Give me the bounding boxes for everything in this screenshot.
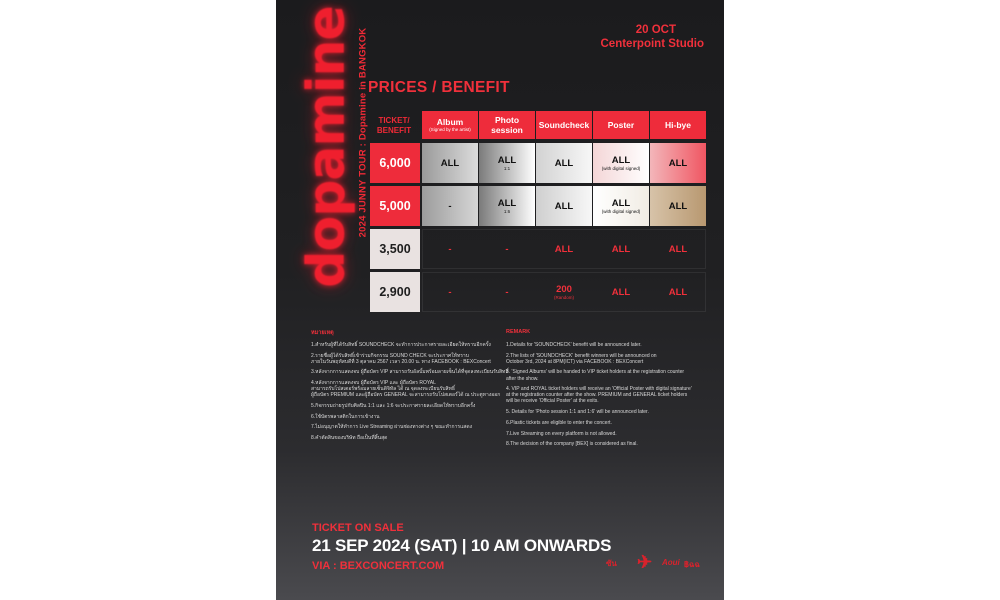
remark-heading: REMARK: [506, 329, 531, 335]
event-date: 20 OCT: [635, 24, 676, 36]
cell-value: ALL: [497, 197, 517, 209]
dopamine-logo: [296, 6, 358, 288]
cell-value: 200: [556, 283, 572, 295]
header-album: [422, 111, 478, 139]
price-tier-6000: 6,000: [370, 143, 420, 183]
table-cell: [536, 186, 592, 226]
note-item: 3.หลังจากการแสดงจบ ผู้ถือบัตร VIP สามารถรับอัลบั้มพร้อมลายเซ็นได้ที่จุดลงทะเบียนรับสิทธิ์: [311, 369, 509, 376]
cell-value: ALL: [668, 157, 688, 169]
note-item: 4. VIP and ROYAL ticket holders will receive an 'Official Poster with digital signature' at the registration counter after the show. PREMIUM and GENERAL ticket holders will be receive 'Official Poster' at the exits.: [506, 386, 692, 405]
table-cell: [422, 272, 478, 312]
header-label: Photo session: [491, 115, 523, 135]
note-item: 2.The lists of 'SOUNDCHECK' benefit winners will be announced on October 3rd, 2024 at 8PM(ICT) via FACEBOOK : BEXConcert: [506, 352, 657, 365]
cell-value: -: [505, 286, 509, 298]
cell-value: ALL: [554, 157, 574, 169]
prices-benefit-title: PRICES / BENEFIT: [368, 79, 510, 96]
table-cell: [422, 186, 478, 226]
table-cell: [479, 186, 535, 226]
note-item: 3. 'Signed Albums' will be handed to VIP ticket holders at the registration counter after the show.: [506, 369, 685, 382]
cell-note: 1:6: [503, 208, 511, 214]
note-item: 1.สำหรับผู้ที่ได้รับสิทธิ์ SOUNDCHECK จะทำการประกาศรายละเอียดให้ทราบอีกครั้ง: [311, 342, 491, 348]
sponsor-logo-4: ฿ฉฉ: [684, 560, 700, 569]
note-item: 5. Details for 'Photo session 1:1 and 1:6' will be announced later.: [506, 409, 649, 416]
note-item: 6.Plastic tickets are eligible to enter the concert.: [506, 419, 612, 426]
sponsor-logo-1: ซัน: [606, 559, 617, 568]
table-cell: [650, 272, 706, 312]
ticket-benefit-corner-label: TICKET/ BENEFIT: [376, 116, 412, 135]
cell-value: ALL: [668, 243, 688, 255]
price-tier-5000: 5,000: [370, 186, 420, 226]
header-sublabel: (Signed by the artist): [429, 127, 471, 132]
cell-value: ALL: [440, 157, 460, 169]
cell-value: ALL: [611, 286, 631, 298]
header-label: Soundcheck: [538, 120, 590, 130]
note-item: 7.Live Streaming on every platform is not allowed.: [506, 430, 617, 437]
note-item: 4.หลังจากการแสดงจบ ผู้ถือบัตร VIP และ ผู้ถือบัตร ROYAL สามารถรับโปสเตอร์พร้อมลายเซ็นดิจิทัล ได้ ณ จุดลงทะเบียนรับสิทธิ์ ผู้ถือบัตร PREMIUM และผู้ถือบัตร GENERAL จะสามารถรับโปสเตอร์ได้ ณ ประตูทางออก: [311, 380, 501, 399]
sale-via-link[interactable]: VIA : BEXCONCERT.COM: [312, 560, 445, 572]
header-photo-session: [479, 111, 535, 139]
cell-note: (with digital signed): [601, 208, 641, 214]
table-cell: [650, 186, 706, 226]
table-cell: [479, 229, 535, 269]
table-cell: [479, 143, 535, 183]
logo-wordmark: dopamine: [297, 6, 357, 288]
event-poster: [276, 0, 724, 600]
table-cell: [593, 186, 649, 226]
price-tier-2900: 2,900: [370, 272, 420, 312]
header-hi-bye: [650, 111, 706, 139]
table-cell: [650, 143, 706, 183]
cell-value: -: [448, 286, 452, 298]
header-poster: [593, 111, 649, 139]
bird-logo-icon: ✈: [637, 552, 653, 572]
cell-value: ALL: [668, 286, 688, 298]
header-label: Poster: [607, 120, 635, 130]
event-venue: Centerpoint Studio: [600, 38, 704, 50]
notes-thai-heading: หมายเหตุ: [311, 330, 334, 336]
header-label: Hi-bye: [665, 120, 691, 130]
cell-value: -: [448, 243, 452, 255]
table-cell: [422, 229, 478, 269]
note-item: 8.คำตัดสินของบริษัท ถือเป็นที่สิ้นสุด: [311, 435, 388, 442]
sponsor-logos: [606, 552, 706, 576]
note-item: 8.The decision of the company [BEX] is considered as final.: [506, 441, 638, 448]
table-cell: [593, 229, 649, 269]
note-item: 1.Details for 'SOUNDCHECK' benefit will be announced later.: [506, 342, 642, 348]
header-soundcheck: [536, 111, 592, 139]
note-item: 7.ไม่อนุญาตให้ทำการ Live Streaming ผ่านช่องทางต่าง ๆ ขณะทำการแสดง: [311, 424, 473, 431]
note-item: 6.ใช้บัตรพลาสติกในการเข้างาน: [311, 413, 380, 420]
cell-value: -: [448, 200, 452, 212]
table-cell: [422, 143, 478, 183]
cell-value: ALL: [554, 243, 574, 255]
header-label: Album: [436, 117, 464, 127]
cell-value: ALL: [668, 200, 688, 212]
tour-title-text: 2024 JUNNY TOUR : Dopamine in BANGKOK: [357, 27, 369, 237]
cell-note: 1:1: [503, 165, 511, 171]
price-tier-3500: 3,500: [370, 229, 420, 269]
remark-list: [506, 342, 706, 452]
table-cell: [593, 272, 649, 312]
table-cell: [536, 272, 592, 312]
sale-date: 21 SEP 2024 (SAT) | 10 AM ONWARDS: [312, 536, 612, 555]
cell-value: ALL: [497, 154, 517, 166]
cell-note: (Random): [553, 294, 574, 300]
table-cell: [479, 272, 535, 312]
cell-value: ALL: [611, 243, 631, 255]
cell-value: ALL: [554, 200, 574, 212]
notes-thai-list: [311, 342, 511, 446]
table-cell: [650, 229, 706, 269]
cell-value: ALL: [611, 197, 631, 209]
cell-note: (with digital signed): [601, 165, 641, 171]
table-cell: [593, 143, 649, 183]
table-cell: [536, 143, 592, 183]
note-item: 5.กิจกรรมถ่ายรูปกับศิลปิน 1:1 และ 1:6 จะประกาศรายละเอียดให้ทราบอีกครั้ง: [311, 403, 476, 410]
table-cell: [536, 229, 592, 269]
ticket-on-sale-label: TICKET ON SALE: [312, 522, 404, 534]
note-item: 2.รายชื่อผู้ได้รับสิทธิ์เข้าร่วมกิจกรรม SOUND CHECK จะประกาศให้ทราบ ภายในวันพฤหัสบดีที่ 3 ตุลาคม 2567 เวลา 20.00 น. ทาง FACEBOOK : BEXConcert: [311, 352, 491, 365]
cell-value: ALL: [611, 154, 631, 166]
sponsor-logo-3: Aoui: [662, 558, 680, 567]
cell-value: -: [505, 243, 509, 255]
